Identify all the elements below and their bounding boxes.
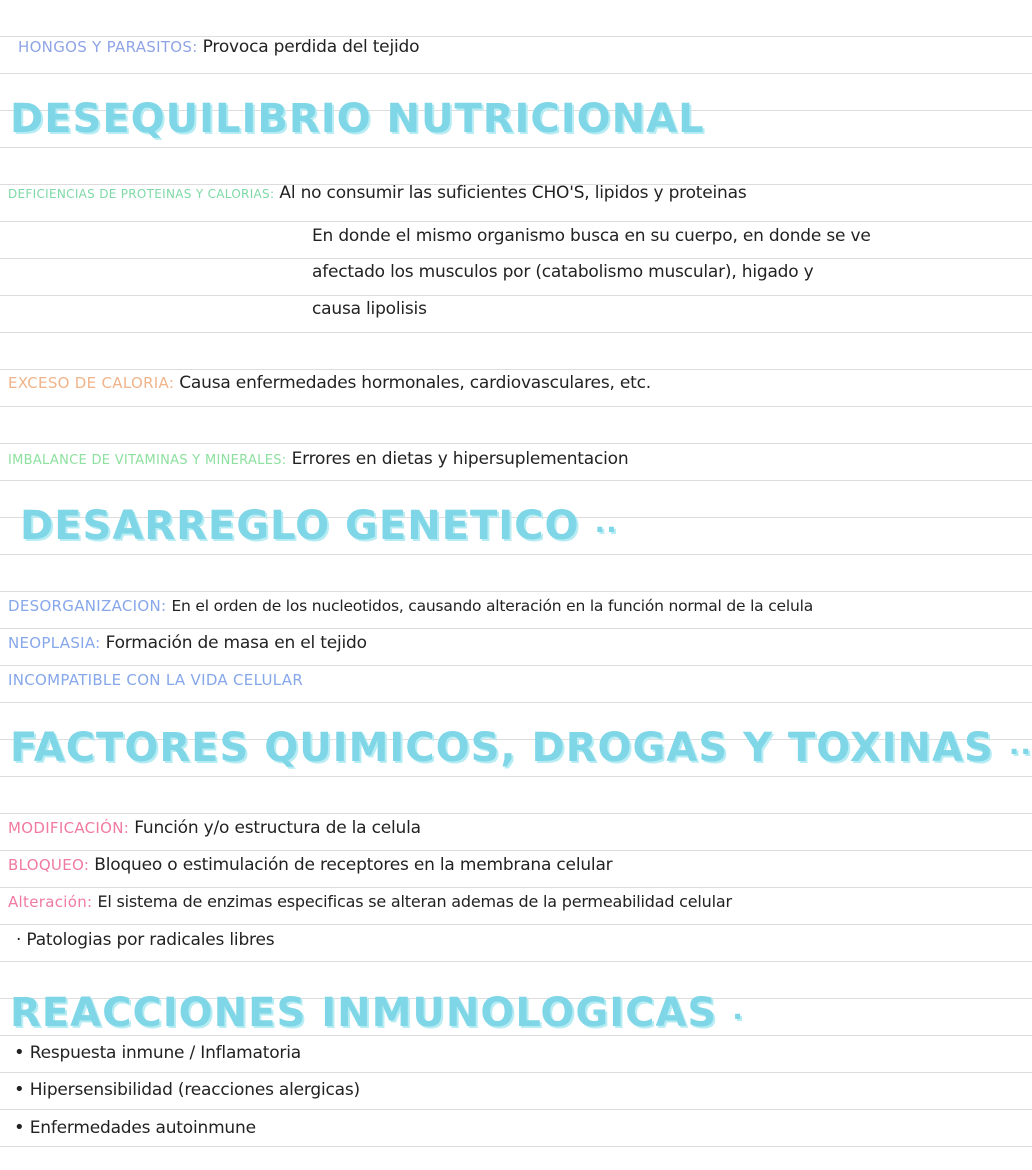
heading-desequilibrio-title: DESEQUILIBRIO NUTRICIONAL [10,96,705,142]
heading-reacciones-title: REACCIONES INMUNOLOGICAS [10,990,718,1036]
bullet-dot-icon: • [14,1079,25,1100]
bullet-text-2: Hipersensibilidad (reacciones alergicas) [29,1080,360,1100]
desorganizacion-line [0,596,828,615]
heading-factores-dots: ·· [1008,735,1032,768]
neoplasia-label: NEOPLASIA: [8,634,101,652]
hongos-text: Provoca perdida del tejido [202,37,420,57]
patologias-line [16,930,828,950]
modificacion-line [0,818,828,838]
bloqueo-text: Bloqueo o estimulación de receptores en la membrana celular [94,855,613,875]
patologias-text: · Patologias por radicales libres [16,930,275,950]
deficiencias-label: DEFICIENCIAS DE PROTEINAS Y CALORIAS: [8,187,275,201]
exceso-label: EXCESO DE CALORIA: [8,374,175,392]
deficiencias-text-2: En donde el mismo organismo busca en su cuerpo, en donde se ve [312,226,871,246]
bullet-item-2 [14,1079,828,1100]
bloqueo-label: BLOQUEO: [8,856,90,874]
hongos-label: HONGOS Y PARASITOS: [18,38,198,56]
bullet-dot-icon: • [14,1042,25,1063]
heading-reacciones-dots: · [732,1000,744,1033]
neoplasia-line [0,633,828,653]
heading-desarreglo-title: DESARREGLO GENETICO [20,503,580,549]
bullet-dot-icon: • [14,1117,25,1138]
imbalance-line [0,449,828,469]
desorganizacion-label: DESORGANIZACION: [8,597,167,615]
imbalance-text: Errores en dietas y hipersuplementacion [291,449,629,469]
neoplasia-text: Formación de masa en el tejido [105,633,367,653]
exceso-text: Causa enfermedades hormonales, cardiovasculares, etc. [179,373,651,393]
bullet-text-1: Respuesta inmune / Inflamatoria [29,1043,301,1063]
heading-desarreglo [20,503,618,549]
alteracion-line [0,892,828,911]
bullet-item-1 [14,1042,828,1063]
deficiencias-line-2 [312,226,871,246]
imbalance-label: IMBALANCE DE VITAMINAS Y MINERALES: [8,453,287,468]
incompatible-label: INCOMPATIBLE CON LA VIDA CELULAR [8,671,304,689]
deficiencias-text-4: causa lipolisis [312,299,427,319]
heading-reacciones [10,990,744,1036]
bloqueo-line [0,855,828,875]
desorganizacion-text: En el orden de los nucleotidos, causando alteración en la función normal de la celula [171,597,813,615]
incompatible-line [0,670,828,689]
heading-desequilibrio [10,96,705,142]
deficiencias-line [0,183,828,203]
deficiencias-line-4 [312,299,828,319]
heading-factores-title: FACTORES QUIMICOS, DROGAS Y TOXINAS [10,725,994,771]
bullet-text-3: Enfermedades autoinmune [29,1118,256,1138]
modificacion-label: MODIFICACIÓN: [8,819,130,837]
hongos-line [0,37,828,57]
deficiencias-text-1: Al no consumir las suficientes CHO'S, lipidos y proteinas [279,183,747,203]
deficiencias-text-3: afectado los musculos por (catabolismo muscular), higado y [312,262,814,282]
modificacion-text: Función y/o estructura de la celula [134,818,421,838]
alteracion-text: El sistema de enzimas especificas se alteran ademas de la permeabilidad celular [97,892,732,911]
alteracion-label: Alteración: [8,893,93,911]
bullet-item-3 [14,1117,828,1138]
exceso-line [0,373,828,393]
heading-desarreglo-dots: ·· [594,513,618,546]
heading-factores [10,725,1032,771]
deficiencias-line-3 [312,262,828,282]
